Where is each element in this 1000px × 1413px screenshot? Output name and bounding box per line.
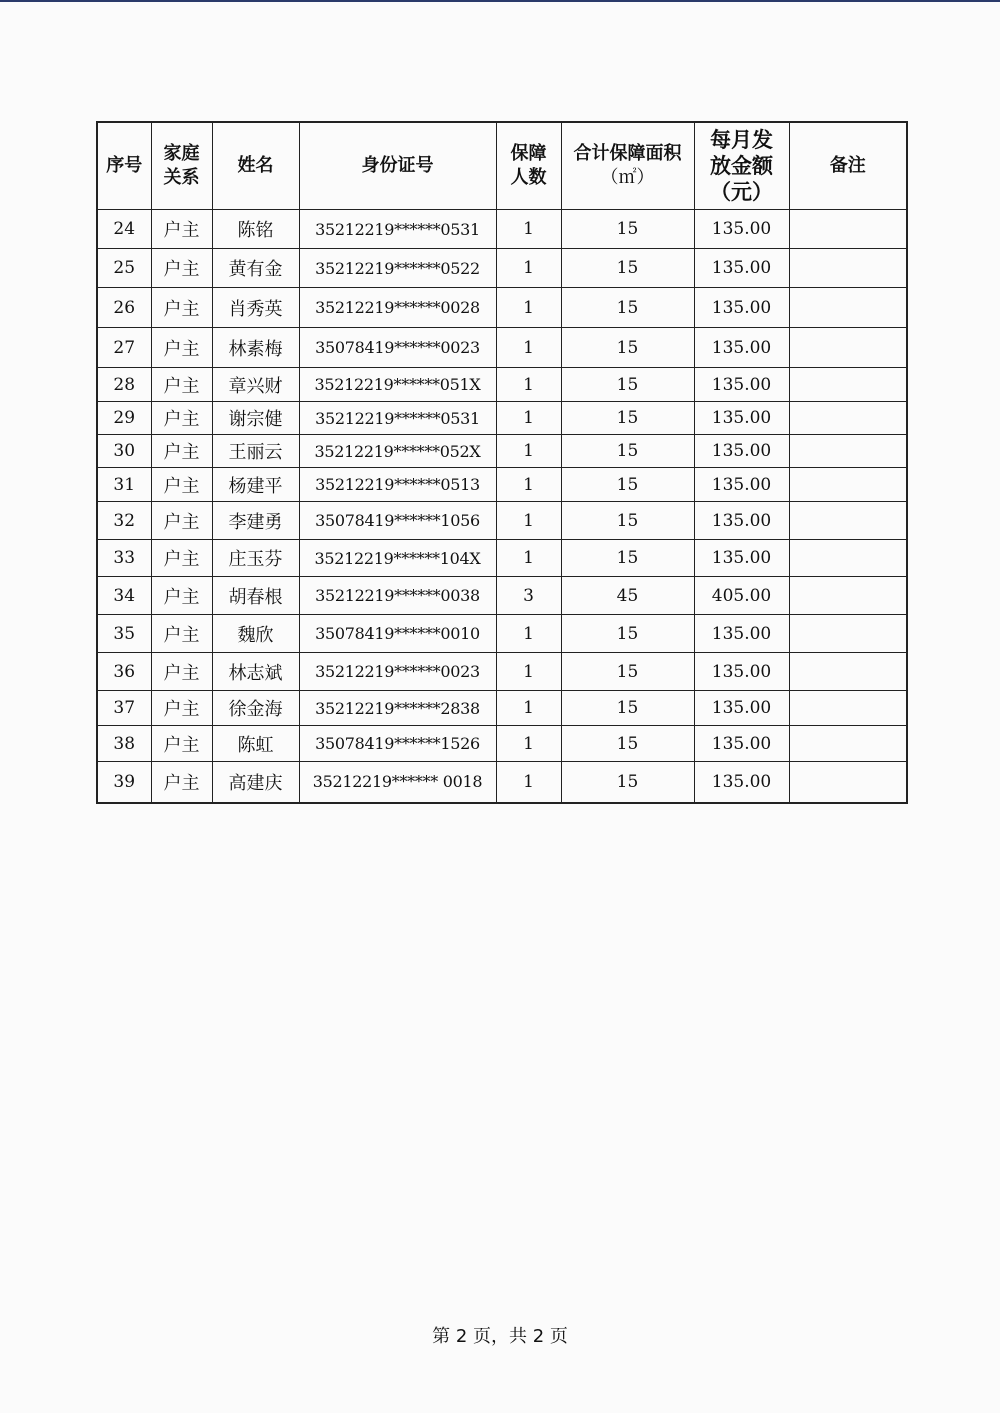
table-row bbox=[97, 762, 907, 803]
cell-relation: 户主 bbox=[151, 435, 212, 468]
cell-id-number: 35212219******0522 bbox=[299, 249, 496, 288]
cell-id-number: 35212219******0023 bbox=[299, 653, 496, 691]
cell-relation: 户主 bbox=[151, 288, 212, 328]
cell-area: 15 bbox=[561, 402, 694, 435]
header-name: 姓名 bbox=[212, 122, 299, 210]
cell-persons: 1 bbox=[496, 402, 561, 435]
cell-seq: 25 bbox=[97, 249, 151, 288]
cell-area: 15 bbox=[561, 328, 694, 368]
cell-id-number: 35078419******1056 bbox=[299, 502, 496, 540]
cell-name: 肖秀英 bbox=[212, 288, 299, 328]
header-seq: 序号 bbox=[97, 122, 151, 210]
cell-seq: 34 bbox=[97, 577, 151, 615]
cell-name: 谢宗健 bbox=[212, 402, 299, 435]
header-area: 合计保障面积 （㎡） bbox=[561, 122, 694, 210]
cell-relation: 户主 bbox=[151, 762, 212, 803]
cell-remark bbox=[789, 328, 907, 368]
table-row bbox=[97, 402, 907, 435]
cell-persons: 1 bbox=[496, 468, 561, 502]
header-relation: 家庭 关系 bbox=[151, 122, 212, 210]
cell-seq: 27 bbox=[97, 328, 151, 368]
cell-area: 15 bbox=[561, 435, 694, 468]
cell-relation: 户主 bbox=[151, 368, 212, 402]
header-id-number: 身份证号 bbox=[299, 122, 496, 210]
cell-remark bbox=[789, 653, 907, 691]
cell-id-number: 35212219******2838 bbox=[299, 691, 496, 726]
cell-name: 章兴财 bbox=[212, 368, 299, 402]
table-body bbox=[97, 210, 907, 803]
header-amount: 每月发 放金额 （元） bbox=[694, 122, 789, 210]
cell-amount: 135.00 bbox=[694, 288, 789, 328]
cell-relation: 户主 bbox=[151, 726, 212, 762]
cell-persons: 1 bbox=[496, 762, 561, 803]
cell-area: 45 bbox=[561, 577, 694, 615]
cell-seq: 26 bbox=[97, 288, 151, 328]
cell-persons: 1 bbox=[496, 502, 561, 540]
cell-remark bbox=[789, 577, 907, 615]
cell-amount: 135.00 bbox=[694, 435, 789, 468]
table-row bbox=[97, 468, 907, 502]
cell-seq: 29 bbox=[97, 402, 151, 435]
cell-seq: 31 bbox=[97, 468, 151, 502]
cell-seq: 33 bbox=[97, 540, 151, 577]
cell-name: 高建庆 bbox=[212, 762, 299, 803]
cell-remark bbox=[789, 762, 907, 803]
table-row bbox=[97, 726, 907, 762]
header-row bbox=[97, 122, 907, 210]
cell-remark bbox=[789, 502, 907, 540]
table-row bbox=[97, 435, 907, 468]
cell-persons: 1 bbox=[496, 540, 561, 577]
cell-name: 陈铭 bbox=[212, 210, 299, 249]
cell-seq: 36 bbox=[97, 653, 151, 691]
cell-relation: 户主 bbox=[151, 615, 212, 653]
cell-id-number: 35212219******052X bbox=[299, 435, 496, 468]
table-row bbox=[97, 502, 907, 540]
cell-name: 黄有金 bbox=[212, 249, 299, 288]
cell-amount: 135.00 bbox=[694, 653, 789, 691]
cell-area: 15 bbox=[561, 691, 694, 726]
cell-relation: 户主 bbox=[151, 328, 212, 368]
cell-amount: 135.00 bbox=[694, 691, 789, 726]
cell-remark bbox=[789, 402, 907, 435]
cell-amount: 135.00 bbox=[694, 402, 789, 435]
cell-name: 庄玉芬 bbox=[212, 540, 299, 577]
cell-id-number: 35078419******0023 bbox=[299, 328, 496, 368]
cell-persons: 1 bbox=[496, 653, 561, 691]
cell-amount: 135.00 bbox=[694, 468, 789, 502]
cell-id-number: 35212219******0531 bbox=[299, 210, 496, 249]
cell-remark bbox=[789, 540, 907, 577]
cell-area: 15 bbox=[561, 468, 694, 502]
cell-id-number: 35212219******104X bbox=[299, 540, 496, 577]
cell-id-number: 35212219******0028 bbox=[299, 288, 496, 328]
cell-remark bbox=[789, 615, 907, 653]
cell-relation: 户主 bbox=[151, 249, 212, 288]
cell-remark bbox=[789, 691, 907, 726]
cell-area: 15 bbox=[561, 249, 694, 288]
cell-seq: 28 bbox=[97, 368, 151, 402]
table-row bbox=[97, 210, 907, 249]
cell-persons: 1 bbox=[496, 328, 561, 368]
cell-area: 15 bbox=[561, 762, 694, 803]
header-remark: 备注 bbox=[789, 122, 907, 210]
cell-area: 15 bbox=[561, 653, 694, 691]
cell-area: 15 bbox=[561, 615, 694, 653]
cell-name: 李建勇 bbox=[212, 502, 299, 540]
cell-persons: 1 bbox=[496, 726, 561, 762]
cell-name: 徐金海 bbox=[212, 691, 299, 726]
cell-seq: 37 bbox=[97, 691, 151, 726]
table-row bbox=[97, 368, 907, 402]
table-row bbox=[97, 691, 907, 726]
cell-name: 陈虹 bbox=[212, 726, 299, 762]
cell-name: 魏欣 bbox=[212, 615, 299, 653]
table-row bbox=[97, 540, 907, 577]
cell-amount: 135.00 bbox=[694, 726, 789, 762]
cell-name: 林志斌 bbox=[212, 653, 299, 691]
cell-id-number: 35212219******0513 bbox=[299, 468, 496, 502]
cell-amount: 135.00 bbox=[694, 762, 789, 803]
cell-id-number: 35078419******1526 bbox=[299, 726, 496, 762]
table-row bbox=[97, 577, 907, 615]
cell-relation: 户主 bbox=[151, 653, 212, 691]
table-row bbox=[97, 249, 907, 288]
cell-persons: 1 bbox=[496, 691, 561, 726]
cell-relation: 户主 bbox=[151, 210, 212, 249]
cell-persons: 1 bbox=[496, 249, 561, 288]
cell-seq: 38 bbox=[97, 726, 151, 762]
cell-seq: 24 bbox=[97, 210, 151, 249]
table-row bbox=[97, 653, 907, 691]
cell-area: 15 bbox=[561, 502, 694, 540]
cell-id-number: 35212219****** 0018 bbox=[299, 762, 496, 803]
cell-id-number: 35078419******0010 bbox=[299, 615, 496, 653]
cell-id-number: 35212219******051X bbox=[299, 368, 496, 402]
table-row bbox=[97, 328, 907, 368]
cell-remark bbox=[789, 368, 907, 402]
cell-relation: 户主 bbox=[151, 691, 212, 726]
cell-area: 15 bbox=[561, 210, 694, 249]
cell-remark bbox=[789, 288, 907, 328]
cell-relation: 户主 bbox=[151, 468, 212, 502]
cell-name: 林素梅 bbox=[212, 328, 299, 368]
cell-remark bbox=[789, 249, 907, 288]
cell-name: 王丽云 bbox=[212, 435, 299, 468]
cell-remark bbox=[789, 468, 907, 502]
cell-seq: 30 bbox=[97, 435, 151, 468]
header-persons: 保障 人数 bbox=[496, 122, 561, 210]
cell-amount: 135.00 bbox=[694, 615, 789, 653]
subsidy-roster-table bbox=[96, 121, 908, 804]
cell-name: 杨建平 bbox=[212, 468, 299, 502]
cell-persons: 1 bbox=[496, 615, 561, 653]
table-row bbox=[97, 288, 907, 328]
cell-amount: 135.00 bbox=[694, 368, 789, 402]
cell-amount: 135.00 bbox=[694, 249, 789, 288]
cell-id-number: 35212219******0038 bbox=[299, 577, 496, 615]
cell-amount: 135.00 bbox=[694, 502, 789, 540]
cell-area: 15 bbox=[561, 540, 694, 577]
cell-persons: 1 bbox=[496, 435, 561, 468]
scan-top-edge bbox=[0, 0, 1000, 2]
cell-seq: 35 bbox=[97, 615, 151, 653]
cell-remark bbox=[789, 210, 907, 249]
cell-id-number: 35212219******0531 bbox=[299, 402, 496, 435]
cell-persons: 1 bbox=[496, 210, 561, 249]
cell-remark bbox=[789, 435, 907, 468]
cell-name: 胡春根 bbox=[212, 577, 299, 615]
cell-persons: 1 bbox=[496, 288, 561, 328]
cell-seq: 39 bbox=[97, 762, 151, 803]
table-row bbox=[97, 615, 907, 653]
cell-area: 15 bbox=[561, 288, 694, 328]
cell-remark bbox=[789, 726, 907, 762]
cell-seq: 32 bbox=[97, 502, 151, 540]
cell-amount: 405.00 bbox=[694, 577, 789, 615]
cell-relation: 户主 bbox=[151, 540, 212, 577]
cell-persons: 1 bbox=[496, 368, 561, 402]
cell-area: 15 bbox=[561, 368, 694, 402]
page-footer: 第 2 页，共 2 页 bbox=[432, 1326, 568, 1347]
cell-relation: 户主 bbox=[151, 502, 212, 540]
cell-persons: 3 bbox=[496, 577, 561, 615]
cell-amount: 135.00 bbox=[694, 210, 789, 249]
cell-amount: 135.00 bbox=[694, 540, 789, 577]
cell-amount: 135.00 bbox=[694, 328, 789, 368]
cell-relation: 户主 bbox=[151, 577, 212, 615]
cell-relation: 户主 bbox=[151, 402, 212, 435]
cell-area: 15 bbox=[561, 726, 694, 762]
